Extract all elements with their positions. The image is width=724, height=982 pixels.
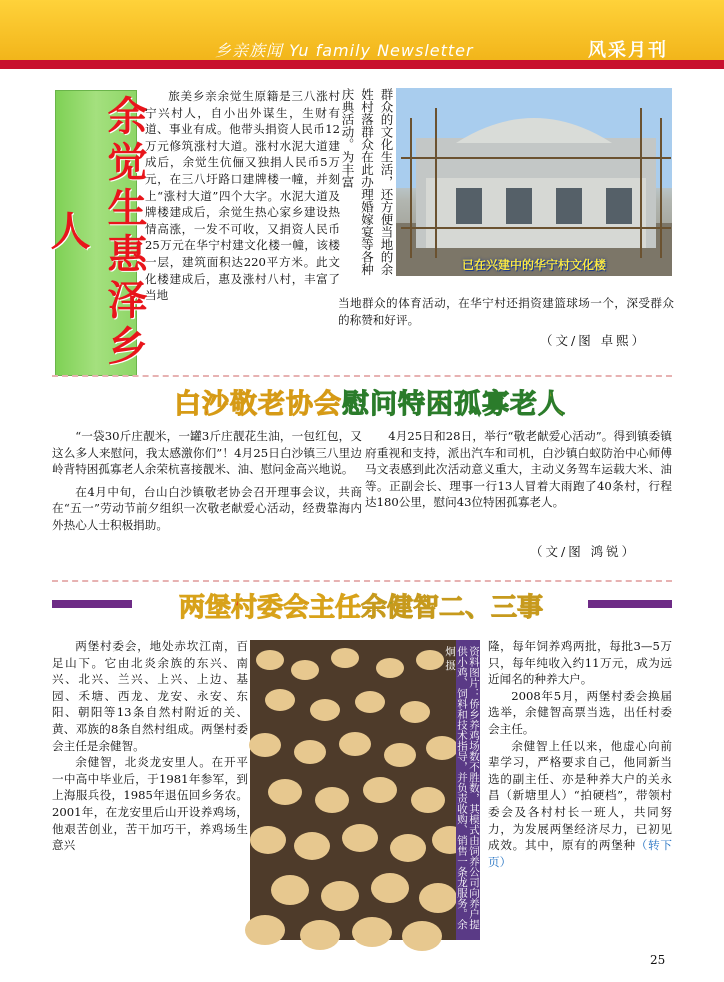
- newsletter-name: 乡亲族闻 Yu family Newsletter: [215, 41, 474, 60]
- article1-vertical-text: 群众的文化生活，还方便当地的余姓村落群众在此办理婚嫁宴等各种庆典活动。为丰富: [340, 88, 394, 276]
- article1-photo-caption: 已在兴建中的华宁村文化楼: [461, 258, 606, 272]
- chicks-photo: [250, 640, 456, 940]
- magazine-name: 风采月刊: [588, 40, 668, 61]
- article1-col1: [145, 88, 340, 304]
- article2-title-part1: 白沙敬老协会: [174, 389, 342, 420]
- article1-title: 余觉生惠泽乡人: [55, 90, 137, 376]
- continued-link[interactable]: （转下页）: [488, 838, 672, 869]
- article3-photo-note-band: [444, 640, 480, 940]
- article3-paragraph: 隆，每年饲养鸡两批，每批3—5万只，每年纯收入约11万元，成为远近闻名的种养大户。: [488, 639, 672, 687]
- article2-paragraph: “一袋30斤庄靓米，一罐3斤庄靓花生油，一包红包，又这么多人来慰问，我太感激你们”！4月25日白沙镇三八里边岭背特困孤寡老人余荣杭喜接靓米、油、慰问金高兴地说。: [52, 429, 362, 477]
- article3-paragraph: 余健智，北炎龙安里人。在开平一中高中毕业后，于1981年参军，到上海服兵役，1985年退伍回乡务农。2001年，在龙安里后山开设养鸡场，他艰苦创业，苦干加巧干，养鸡场生意兴: [52, 755, 248, 853]
- title-bar-right: [588, 600, 672, 608]
- article3-col3: [488, 638, 672, 870]
- article2-paragraph: 4月25日和28日，举行“敬老献爱心活动”。得到镇委镇府重视和支持，派出汽车和司机，白沙镇白蚁防治中心师傅马文表感到此次活动意义重大，主动义务驾车运载大米、油等。正副会长、理事一行13人冒着大雨跑了40条村，行程达180公里，慰问43位特困孤寡老人。: [365, 429, 672, 510]
- article3-photo: [250, 640, 456, 940]
- title-bar-left: [52, 600, 132, 608]
- article2-col2: [365, 428, 672, 511]
- article2-credit: （文/图 鸿锐）: [530, 544, 638, 559]
- article1-tail-text: 当地群众的体育活动，在华宁村还捐资建篮球场一个，深受群众的称赞和好评。: [338, 296, 674, 327]
- article3-col1: [52, 638, 248, 854]
- article2-col1: [52, 428, 362, 534]
- article3-paragraph-text: 余健智上任以来，他虚心向前辈学习，严格要求自己，他同新当选的副主任、亦是种养大户的关永昌（新塘里人）“拍硬档”，带领村委会及各村村长一班人，共同努力，为发展两堡经济尽力，已初见成效。其中，原有的两堡种: [488, 738, 672, 853]
- article2-paragraph: 在4月中旬，台山白沙镇敬老协会召开理事会议，共商在“五一”劳动节前夕组织一次敬老献爱心活动，经费靠海内外热心人士积极捐助。: [52, 484, 362, 532]
- building-photo: [396, 88, 672, 276]
- article2-title-part2: 慰问特困孤寡老人: [342, 389, 566, 420]
- article3-photo-note: 资料图片：侨乡养鸡场数不胜数，其模式由饲养公司向养户提供小鸡、饲料和技术指导，并负责收购、销售一条龙服务。余炯 摄: [444, 646, 480, 930]
- article1-photo: [396, 88, 672, 276]
- article1-col1-text: 旅美乡亲余觉生原籍是三八涨村宁兴村人，自小出外谋生，生财有道、事业有成。他带头捐资人民币12万元修筑涨村大道。涨村水泥大道建成后，余觉生伉俪又独捐人民币5万元，在三八圩路口建牌楼一幢，并刻上“涨村大道”四个大字。水泥大道及牌楼建成后，余觉生热心家乡建设热情高涨，一发不可收，又捐资人民币25万元在华宁村建文化楼一幢，该楼一层，建筑面积达220平方米。此文化楼建成后，惠及涨村八村，丰富了当地: [145, 89, 340, 303]
- article1-credit: （文/图 卓熙）: [540, 333, 648, 348]
- divider: [52, 375, 672, 377]
- article3-title-part1: 两堡村委会主任: [178, 593, 361, 623]
- article3-paragraph: 2008年5月，两堡村委会换届选举，余健智高票当选，出任村委会主任。: [488, 688, 672, 736]
- article3-paragraph: [488, 738, 672, 871]
- article3-title: [134, 587, 588, 624]
- divider: [52, 580, 672, 582]
- article3-title-part2: 余健智二、三事: [361, 593, 544, 623]
- page-number: 25: [650, 953, 666, 967]
- article3-paragraph: 两堡村委会，地处赤坎江南，百足山下。它由北炎余族的东兴、南兴、北兴、兰兴、上兴、上边、基园、禾塘、西龙、龙安、永安、东阳、朝阳等13条自然村附近的关、黄、邓族的8条自然村组成。两堡村委会主任是余健智。: [52, 639, 248, 753]
- article1-tail: [338, 295, 674, 328]
- article2-title: [130, 382, 610, 421]
